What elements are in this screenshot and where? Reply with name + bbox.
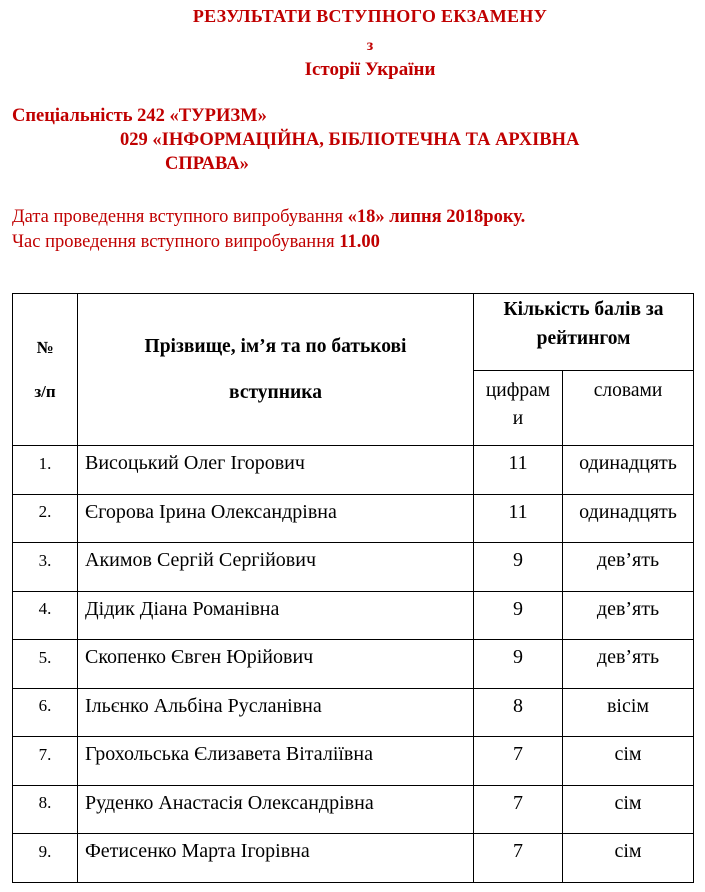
score-words: сім [563, 834, 694, 883]
row-number: 5. [13, 640, 78, 689]
applicant-name: Ільєнко Альбіна Русланівна [78, 688, 474, 737]
score-digits: 7 [474, 737, 563, 786]
col-header-score-digits: цифрами [474, 371, 563, 446]
score-digits: 7 [474, 834, 563, 883]
col-header-number-line2: з/п [34, 381, 56, 401]
row-number: 4. [13, 591, 78, 640]
table-row [13, 834, 694, 883]
applicant-name: Руденко Анастасія Олександрівна [78, 785, 474, 834]
table-row [13, 737, 694, 786]
col-header-name [78, 294, 474, 446]
exam-date-value: «18» липня 2018року. [347, 207, 526, 227]
specialty-line-1: Спеціальність 242 «ТУРИЗМ» [12, 106, 267, 126]
table-row [13, 446, 694, 495]
results-table [12, 293, 694, 883]
table-row [13, 543, 694, 592]
col-header-score-words: словами [563, 371, 694, 446]
col-header-name-line1: Прізвище, ім’я та по батькові [144, 335, 407, 357]
col-header-name-line2: вступника [229, 381, 322, 403]
score-words: дев’ять [563, 640, 694, 689]
row-number: 1. [13, 446, 78, 495]
score-digits: 8 [474, 688, 563, 737]
specialty-line-2: 029 «ІНФОРМАЦІЙНА, БІБЛІОТЕЧНА ТА АРХІВНА [120, 130, 580, 150]
col-header-number-line1: № [36, 337, 54, 357]
col-header-number [13, 294, 78, 446]
applicant-name: Фетисенко Марта Ігорівна [78, 834, 474, 883]
exam-info-block [12, 205, 525, 255]
score-digits: 11 [474, 494, 563, 543]
score-words: дев’ять [563, 591, 694, 640]
title-line-2: з [366, 37, 374, 54]
applicant-name: Грохольська Єлизавета Віталіївна [78, 737, 474, 786]
exam-time-label: Час проведення вступного випробування [12, 232, 340, 252]
applicant-name: Акимов Сергій Сергійович [78, 543, 474, 592]
score-words: дев’ять [563, 543, 694, 592]
score-words: одинадцять [563, 494, 694, 543]
applicant-name: Висоцький Олег Ігорович [78, 446, 474, 495]
exam-time-line [12, 230, 525, 255]
row-number: 9. [13, 834, 78, 883]
title-line-1: РЕЗУЛЬТАТИ ВСТУПНОГО ЕКЗАМЕНУ [192, 6, 548, 26]
row-number: 3. [13, 543, 78, 592]
applicant-name: Дідик Діана Романівна [78, 591, 474, 640]
applicant-name: Єгорова Ірина Олександрівна [78, 494, 474, 543]
table-row [13, 494, 694, 543]
score-digits: 9 [474, 591, 563, 640]
score-words: сім [563, 785, 694, 834]
applicant-name: Скопенко Євген Юрійович [78, 640, 474, 689]
row-number: 7. [13, 737, 78, 786]
exam-time-value: 11.00 [339, 232, 380, 252]
table-row [13, 640, 694, 689]
score-digits: 7 [474, 785, 563, 834]
specialty-line-3: СПРАВА» [165, 154, 249, 174]
document-title [35, 6, 705, 81]
score-words: одинадцять [563, 446, 694, 495]
score-digits: 11 [474, 446, 563, 495]
table-row [13, 688, 694, 737]
col-header-score-group: Кількість балів за рейтингом [474, 294, 694, 371]
score-words: сім [563, 737, 694, 786]
exam-date-label: Дата проведення вступного випробування [12, 207, 348, 227]
score-words: вісім [563, 688, 694, 737]
results-table-body [13, 446, 694, 883]
specialty-block [12, 104, 579, 176]
table-row [13, 785, 694, 834]
score-digits: 9 [474, 640, 563, 689]
row-number: 2. [13, 494, 78, 543]
score-digits: 9 [474, 543, 563, 592]
row-number: 8. [13, 785, 78, 834]
exam-date-line [12, 205, 525, 230]
results-table-header [13, 294, 694, 446]
row-number: 6. [13, 688, 78, 737]
title-line-3: Історії України [304, 59, 436, 80]
table-row [13, 591, 694, 640]
